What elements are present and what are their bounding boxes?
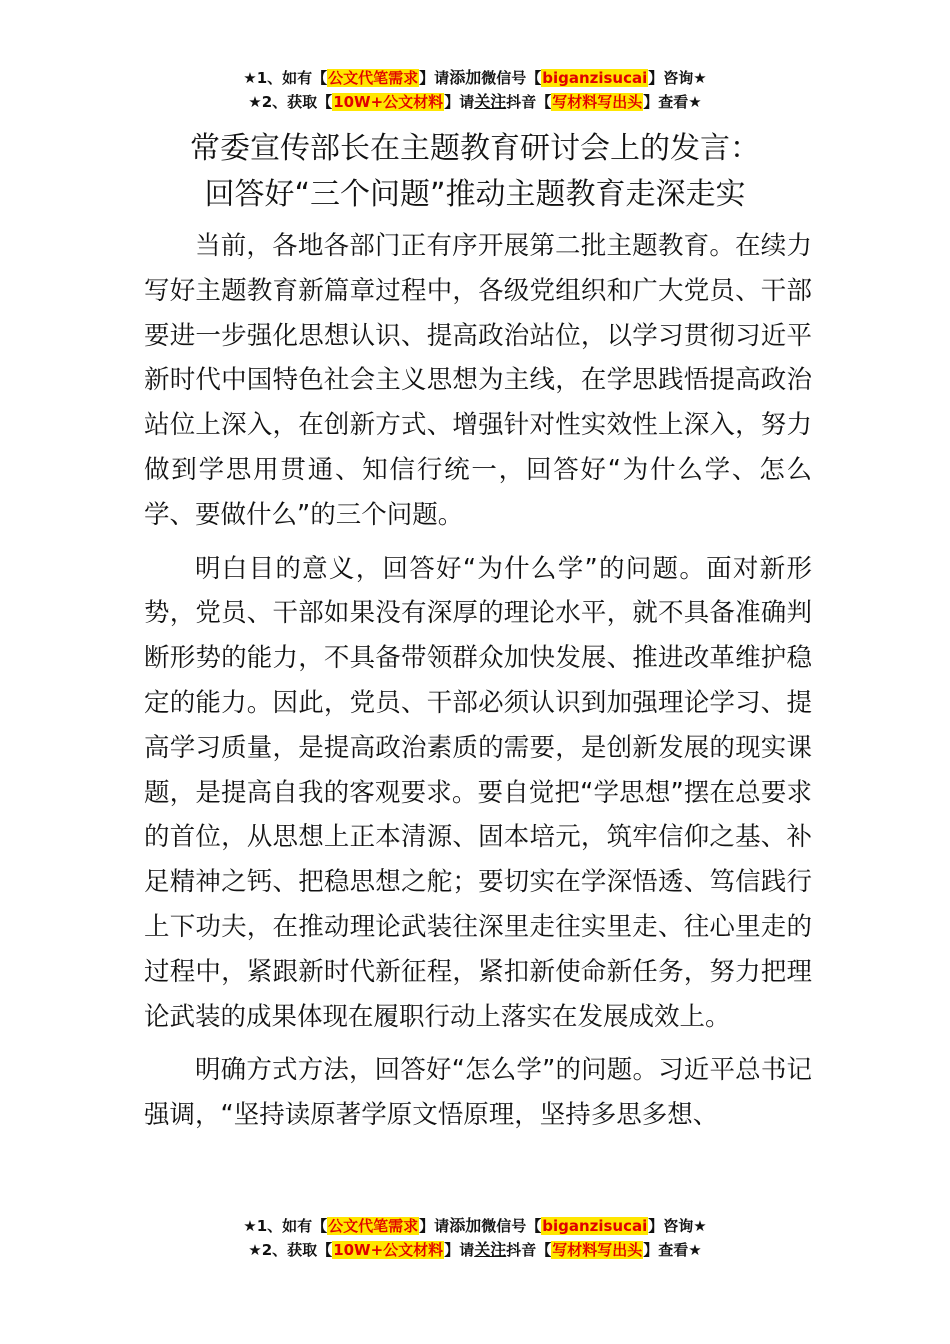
banner-emphasis: 添加 [449,68,482,87]
banner-text: 】查看★ [643,93,702,111]
banner-text: 】查看★ [643,1241,702,1259]
banner-emphasis: 关注 [474,1240,507,1259]
banner-highlight: 10W+公文材料 [333,1241,444,1259]
banner-highlight: 写材料写出头 [552,1241,643,1259]
banner-text: 】请 [419,69,450,87]
banner-highlight: biganzisucai [542,69,648,87]
banner-emphasis: 添加 [449,1216,482,1235]
banner-line-2 [0,90,950,114]
paragraph: 当前，各地各部门正有序开展第二批主题教育。在续力写好主题教育新篇章过程中，各级党组织和广大党员、干部要进一步强化思想认识、提高政治站位，以学习贯彻习近平新时代中国特色社会主义思想为主线，在学思践悟提高政治站位上深入，在创新方式、增强针对性实效性上深入，努力做到学思用贯通、知信行统一，回答好“为什么学、怎么学、要做什么”的三个问题。 [144,231,812,530]
title-line-1: 常委宣传部长在主题教育研讨会上的发言： [190,131,760,166]
banner-text: 微信号【 [481,1217,542,1235]
banner-highlight: biganzisucai [542,1217,648,1235]
banner-emphasis: 关注 [474,92,507,111]
banner-line-1 [0,66,950,90]
header-banner [0,66,950,114]
paragraph: 明白目的意义，回答好“为什么学”的问题。面对新形势，党员、干部如果没有深厚的理论水平，就不具备准确判断形势的能力，不具备带领群众加快发展、推进改革维护稳定的能力。因此，党员、干部必须认识到加强理论学习、提高学习质量，是提高政治素质的需要，是创新发展的现实课题，是提高自我的客观要求。要自觉把“学思想”摆在总要求的首位，从思想上正本清源、固本培元，筑牢信仰之基、补足精神之钙、把稳思想之舵；要切实在学深悟透、笃信践行上下功夫，在推动理论武装往深里走往实里走、往心里走的过程中，紧跟新时代新征程，紧扣新使命新任务，努力把理论武装的成果体现在履职行动上落实在发展成效上。 [144,553,812,1032]
banner-text: ★1、如有【 [243,1217,328,1235]
banner-text: 】请 [444,93,475,111]
banner-highlight: 公文代笔需求 [328,69,419,87]
banner-text: ★2、获取【 [248,1241,333,1259]
banner-text: ★1、如有【 [243,69,328,87]
banner-text: ★2、获取【 [248,93,333,111]
document-body [144,224,812,1147]
banner-highlight: 公文代笔需求 [328,1217,419,1235]
banner-highlight: 10W+公文材料 [333,93,444,111]
banner-text: 】咨询★ [648,69,707,87]
banner-line-2 [0,1238,950,1262]
banner-text: 抖音【 [506,1241,552,1259]
banner-line-1 [0,1214,950,1238]
banner-highlight: 写材料写出头 [552,93,643,111]
paragraph: 明确方式方法，回答好“怎么学”的问题。习近平总书记强调，“坚持读原著学原文悟原理，坚持多思多想、 [144,1055,812,1131]
document-title [0,126,950,218]
title-line-2: 回答好“三个问题”推动主题教育走深走实 [204,177,746,212]
banner-text: 】咨询★ [648,1217,707,1235]
banner-text: 】请 [419,1217,450,1235]
banner-text: 】请 [444,1241,475,1259]
footer-banner [0,1214,950,1262]
banner-text: 抖音【 [506,93,552,111]
banner-text: 微信号【 [481,69,542,87]
